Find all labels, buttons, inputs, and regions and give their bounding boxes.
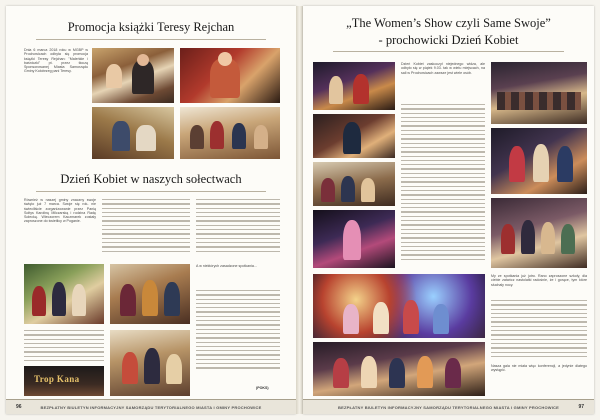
tropikana-sign-photo: Trop Kana bbox=[24, 366, 104, 396]
title-rule bbox=[36, 39, 266, 40]
article2-column3 bbox=[196, 199, 280, 255]
spine-gutter bbox=[296, 6, 303, 414]
article-title-line2: - prochowicki Dzień Kobiet bbox=[378, 33, 519, 47]
event-photo-portrait bbox=[180, 48, 280, 103]
left-page bbox=[6, 6, 296, 414]
article2-lead: Również w naszej gminy znaczny swoje święto już 7 marca. Swoje się rok- nie świeciliście zorganizowanie przez Panią Sołtys Karolinę Milczarską i rodzina Radę Sołecką. Wieczorem Kaczmarek zostały zaproszone do świetlicy w Poganie. bbox=[24, 198, 96, 224]
article2-column3-lower bbox=[196, 290, 280, 370]
right-footer bbox=[303, 399, 594, 414]
left-footer-text: BEZPŁATNY BIULETYN INFORMACYJNY SAMORZĄDU TERYTORIALNEGO MIASTA I GMINY PROCHOWICE bbox=[40, 405, 262, 410]
audience-photo bbox=[180, 107, 280, 159]
right-footer-text: BEZPŁATNY BIULETYN INFORMACYJNY SAMORZĄDU TERYTORIALNEGO MIASTA I GMINY PROCHOWICE bbox=[338, 405, 559, 410]
right-page-number: 97 bbox=[578, 404, 584, 410]
article2-title: Dzień Kobiet w naszych sołectwach bbox=[60, 172, 242, 186]
article-continuation: My ze spotkania już jutro. Rano zaproszone szkoły, dla ciebie zatańcz nastolatki radośnie, że i gorące, tym które słuchały nocy. bbox=[491, 274, 587, 287]
reading-photo bbox=[92, 107, 174, 159]
article2-caption: A w niektórych zasadzone spotkania... bbox=[196, 264, 257, 268]
article1-title: Promocja książki Teresy Rejchan bbox=[67, 20, 235, 34]
left-page-number: 96 bbox=[16, 404, 22, 410]
singer-photo bbox=[313, 114, 395, 158]
article2-column1-lower bbox=[24, 330, 104, 364]
women-group-photo bbox=[110, 264, 190, 324]
title-rule bbox=[333, 51, 564, 52]
stage-show-photo bbox=[313, 62, 395, 110]
disco-lights-photo bbox=[313, 274, 485, 338]
crowd-photo bbox=[491, 198, 587, 268]
solectwo-party-photo bbox=[24, 264, 104, 324]
book-author-photo bbox=[92, 48, 174, 103]
performers-photo bbox=[491, 128, 587, 194]
solectwo-table-photo bbox=[110, 330, 190, 396]
title-rule bbox=[36, 191, 266, 192]
article-lead: Dzień Kobiet zaskoczył niejednego widza, ale odbyło się w piątek 9.03. tak w wielu miejscach, na sali w Prochowicach zawsze jest wiele osób. bbox=[401, 62, 485, 75]
right-page bbox=[303, 6, 594, 414]
article-closing: Nasza gala nie miała więc konferencji, a jedynie dlatego wystąpić. bbox=[491, 364, 587, 373]
article2-signature: (POKS) bbox=[256, 386, 269, 390]
audience-seated-photo bbox=[313, 162, 395, 206]
article-column2 bbox=[401, 104, 485, 268]
article2-column2 bbox=[102, 199, 190, 255]
left-footer bbox=[6, 399, 296, 414]
article-title-line1: „The Women’s Show czyli Same Swoje” bbox=[346, 16, 551, 30]
hall-wide-photo bbox=[491, 62, 587, 124]
article-column3 bbox=[491, 300, 587, 362]
closing-group-photo bbox=[313, 342, 485, 396]
article1-lead: Dnia 6 marca 2018 roku w MGBP w Prochowicach odbyła się promocja książki Teresy Rejchan: "Maleńkie i baśniczki" pt. przez tłoczą Sponsorowanej Miasta Samorządu Gminy Kołobrzeg pani Teresy. bbox=[24, 48, 88, 74]
dancer-photo bbox=[313, 210, 395, 268]
